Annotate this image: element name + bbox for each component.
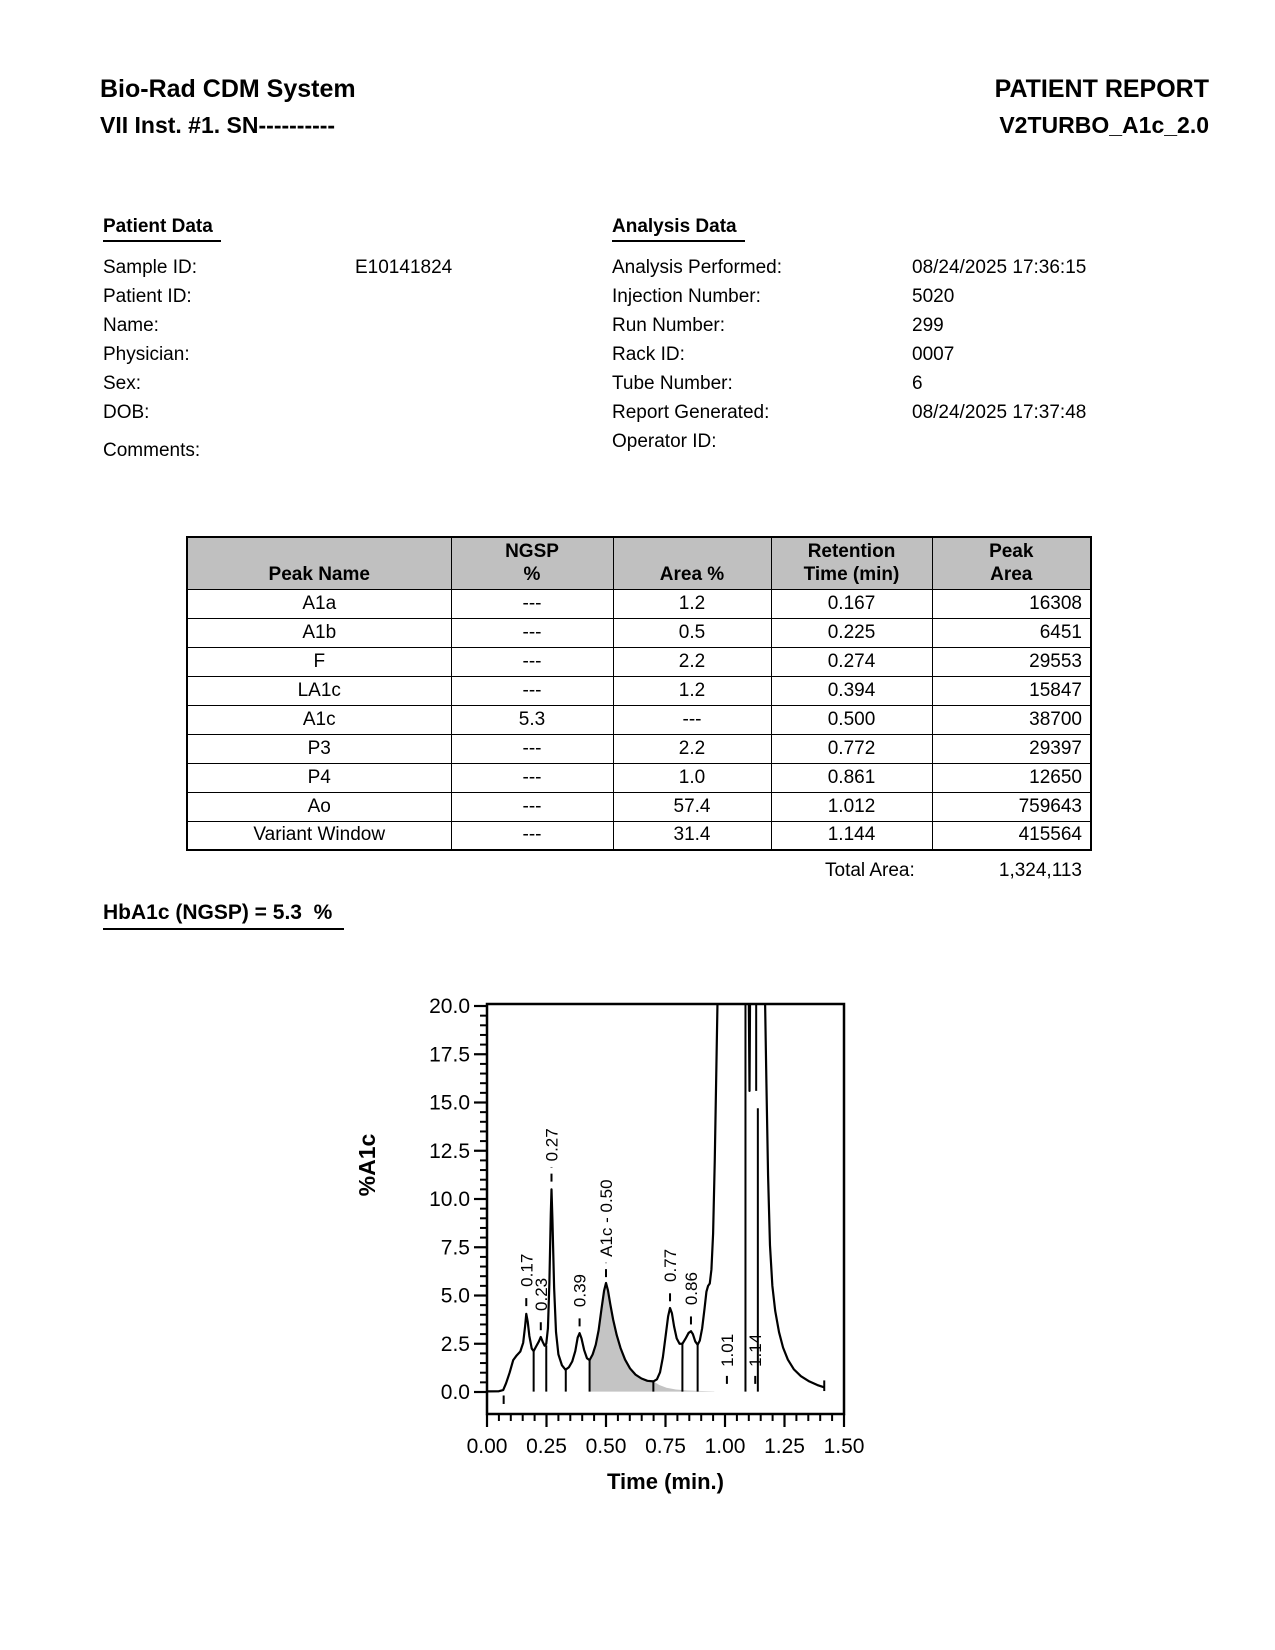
peak-table-cell: 1.2	[613, 676, 771, 705]
analysis-data-fields	[612, 253, 1192, 456]
field-value: 0007	[912, 344, 955, 365]
field-label: Tube Number:	[612, 373, 733, 394]
peak-table-cell: ---	[451, 618, 613, 647]
y-tick-label: 10.0	[429, 1188, 470, 1211]
field-row	[103, 311, 593, 340]
peak-table-cell: 415564	[932, 821, 1091, 850]
total-area-label: Total Area:	[825, 860, 915, 881]
patient-data-section	[103, 216, 593, 427]
field-row	[103, 253, 593, 282]
method-version: V2TURBO_A1c_2.0	[999, 112, 1209, 138]
peak-table-cell: Ao	[187, 792, 451, 821]
field-label: Sample ID:	[103, 257, 197, 278]
peak-table-cell: 759643	[932, 792, 1091, 821]
x-tick-label: 0.50	[585, 1435, 627, 1458]
peak-table-cell: 0.225	[771, 618, 932, 647]
peak-table-cell: P3	[187, 734, 451, 763]
y-tick-label: 12.5	[429, 1139, 470, 1163]
x-tick-label: 1.00	[704, 1435, 746, 1458]
field-value: E10141824	[355, 257, 453, 278]
peak-table-header-row	[187, 537, 1091, 589]
peak-retention-label: 0.39	[570, 1273, 590, 1308]
field-value: 08/24/2025 17:37:48	[912, 402, 1087, 423]
field-row	[103, 398, 593, 427]
peak-table-cell: P4	[187, 763, 451, 792]
y-axis-title: %A1c	[354, 1133, 380, 1197]
peak-table-cell: 0.772	[771, 734, 932, 763]
peak-table-header	[187, 537, 1091, 589]
peak-table-cell: 0.167	[771, 589, 932, 618]
peak-table-cell: 0.5	[613, 618, 771, 647]
y-tick-label: 2.5	[440, 1332, 470, 1356]
field-row	[103, 340, 593, 369]
peak-table-cell: LA1c	[187, 676, 451, 705]
peak-table-cell: ---	[613, 705, 771, 734]
peak-table-cell: 0.500	[771, 705, 932, 734]
peak-table-cell: 0.861	[771, 763, 932, 792]
field-row	[103, 369, 593, 398]
field-label: Run Number:	[612, 315, 725, 336]
x-tick-label: 0.75	[645, 1435, 686, 1458]
peak-table-row	[187, 647, 1091, 676]
peak-retention-label: 0.77	[661, 1248, 681, 1282]
y-tick-label: 7.5	[440, 1236, 470, 1260]
system-name: Bio-Rad CDM System	[100, 75, 356, 103]
peak-table-cell: 12650	[932, 763, 1091, 792]
peak-table-cell: 0.274	[771, 647, 932, 676]
peak-table-cell: ---	[451, 734, 613, 763]
peak-table-column-header: NGSP %	[451, 537, 613, 589]
peak-table-cell: ---	[451, 589, 613, 618]
peak-table-row	[187, 676, 1091, 705]
x-axis-title: Time (min.)	[607, 1469, 724, 1494]
patient-data-title: Patient Data	[103, 216, 221, 242]
comments-label: Comments:	[103, 440, 201, 461]
field-row	[612, 311, 1192, 340]
field-label: Report Generated:	[612, 402, 770, 423]
field-row	[612, 282, 1192, 311]
field-label: Operator ID:	[612, 431, 717, 452]
field-row	[612, 253, 1192, 282]
peak-table-column-header: Area %	[613, 537, 771, 589]
peak-table-cell: ---	[451, 676, 613, 705]
peak-table-cell: 29553	[932, 647, 1091, 676]
hba1c-result: HbA1c (NGSP) = 5.3 %	[103, 901, 344, 930]
field-label: Name:	[103, 315, 159, 336]
peak-table-cell: 5.3	[451, 705, 613, 734]
peak-table-cell: ---	[451, 763, 613, 792]
field-row	[612, 340, 1192, 369]
field-row	[612, 398, 1192, 427]
peak-retention-label: 0.27	[542, 1128, 562, 1162]
field-row	[612, 369, 1192, 398]
field-label: Analysis Performed:	[612, 257, 783, 278]
peak-retention-label: 1.14	[746, 1333, 766, 1367]
peak-table-cell: A1c	[187, 705, 451, 734]
y-tick-label: 17.5	[429, 1043, 470, 1067]
peak-table-cell: 2.2	[613, 734, 771, 763]
peak-table-cell: 1.144	[771, 821, 932, 850]
peak-table-cell: A1b	[187, 618, 451, 647]
peak-table-cell: 1.0	[613, 763, 771, 792]
analysis-data-title: Analysis Data	[612, 216, 745, 242]
peak-table-cell: 57.4	[613, 792, 771, 821]
peak-table-row	[187, 792, 1091, 821]
peak-table-column-header: Peak Name	[187, 537, 451, 589]
report-title: PATIENT REPORT	[994, 75, 1209, 103]
field-label: Injection Number:	[612, 286, 761, 307]
instrument-serial: VII Inst. #1. SN----------	[100, 112, 336, 138]
peak-table-row	[187, 618, 1091, 647]
field-label: DOB:	[103, 402, 150, 423]
x-tick-label: 0.25	[526, 1435, 567, 1458]
peak-table-cell: A1a	[187, 589, 451, 618]
x-tick-label: 0.00	[466, 1435, 508, 1458]
y-tick-label: 0.0	[440, 1381, 470, 1404]
field-value: 5020	[912, 286, 955, 307]
plot-frame	[487, 1004, 844, 1414]
peak-table-row	[187, 705, 1091, 734]
field-label: Physician:	[103, 344, 190, 365]
peak-retention-label: 0.23	[531, 1277, 551, 1311]
peak-retention-label: 1.01	[717, 1333, 737, 1367]
peak-table-cell: 1.2	[613, 589, 771, 618]
peak-table-cell: 29397	[932, 734, 1091, 763]
peak-table-row	[187, 763, 1091, 792]
field-value: 6	[912, 373, 923, 394]
y-tick-label: 15.0	[429, 1091, 470, 1115]
analysis-data-section	[612, 216, 1192, 456]
field-value: 299	[912, 315, 944, 336]
field-label: Rack ID:	[612, 344, 685, 365]
x-tick-label: 1.25	[764, 1435, 805, 1458]
peak-table	[186, 536, 1092, 851]
field-row	[612, 427, 1192, 456]
peak-table-cell: ---	[451, 821, 613, 850]
peak-table-cell: 15847	[932, 676, 1091, 705]
peak-table-cell: Variant Window	[187, 821, 451, 850]
peak-table-body	[187, 589, 1091, 850]
report-header-right	[995, 74, 1209, 139]
peak-table-cell: 31.4	[613, 821, 771, 850]
peak-retention-label: 0.17	[517, 1253, 537, 1287]
x-tick-label: 1.50	[823, 1435, 865, 1458]
peak-table-row	[187, 821, 1091, 850]
peak-table-cell: 2.2	[613, 647, 771, 676]
peak-table-cell: 1.012	[771, 792, 932, 821]
field-label: Patient ID:	[103, 286, 192, 307]
peak-retention-label: A1c - 0.50	[597, 1179, 616, 1257]
peak-table-column-header: Peak Area	[932, 537, 1091, 589]
peak-table-row	[187, 589, 1091, 618]
field-row	[103, 282, 593, 311]
y-tick-label: 5.0	[440, 1284, 470, 1308]
total-area-value: 1,324,113	[998, 860, 1082, 881]
peak-retention-label: 0.86	[681, 1272, 701, 1306]
peak-table-row	[187, 734, 1091, 763]
peak-table-cell: ---	[451, 792, 613, 821]
peak-table-cell: 38700	[932, 705, 1091, 734]
y-tick-label: 20.0	[429, 995, 470, 1018]
field-value: 08/24/2025 17:36:15	[912, 257, 1087, 278]
chromatogram-chart	[330, 935, 875, 1515]
report-header-left	[100, 74, 356, 139]
patient-data-fields	[103, 253, 593, 427]
peak-table-cell: F	[187, 647, 451, 676]
peak-table-cell: 6451	[932, 618, 1091, 647]
peak-table-cell: ---	[451, 647, 613, 676]
peak-table-column-header: Retention Time (min)	[771, 537, 932, 589]
peak-table-cell: 0.394	[771, 676, 932, 705]
field-label: Sex:	[103, 373, 142, 394]
peak-table-cell: 16308	[932, 589, 1091, 618]
